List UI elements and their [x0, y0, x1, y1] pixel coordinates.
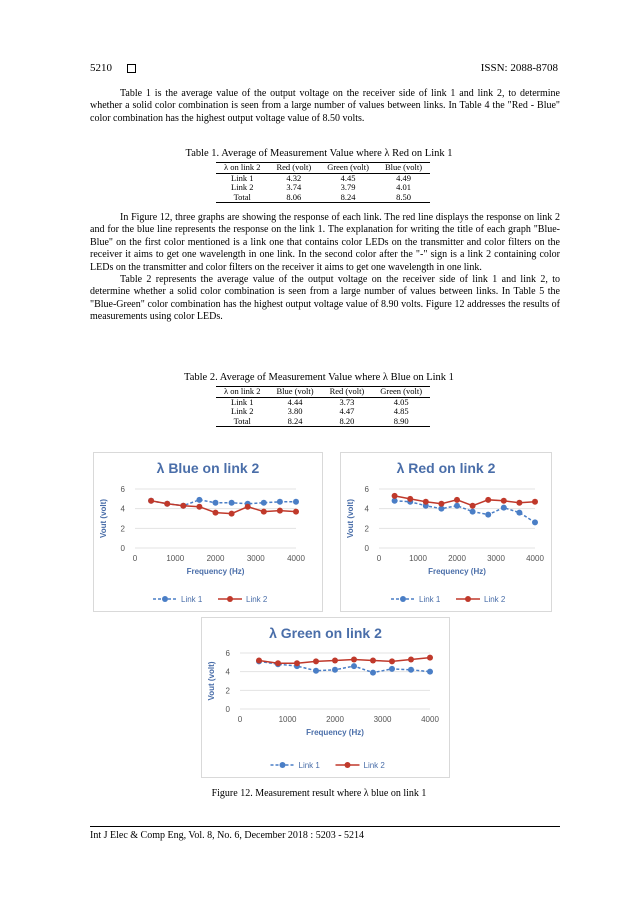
table-cell: Link 1 — [231, 172, 254, 183]
data-point — [389, 658, 395, 664]
y-axis-label: Vout (volt) — [346, 499, 355, 538]
paragraph-3-text: Table 2 represents the average value of the output voltage on the receiver side of link 1 and link 2, to determine whether a solid color combination is seen from a large number of values between links. In Table 5 the "Blue-Green" color combination has the highest output voltage value of 8.90 volts. Figure 12 addresses the results of measurements using color LEDs. — [90, 274, 560, 323]
table-cell: 8.50 — [377, 193, 430, 203]
x-tick-label: 1000 — [278, 715, 297, 724]
x-tick-label: 0 — [237, 715, 243, 724]
data-point — [501, 505, 507, 511]
table-header-cell: Blue (volt) — [268, 387, 321, 398]
series-line — [259, 658, 430, 664]
y-tick-label: 6 — [225, 649, 230, 658]
table-2-caption-text: Table 2. Average of Measurement Value where λ Blue on Link 1 — [184, 372, 454, 383]
y-tick-label: 2 — [364, 524, 369, 534]
data-point — [427, 669, 433, 675]
data-point — [277, 508, 283, 514]
paragraph-2 — [90, 212, 560, 324]
data-point — [408, 657, 414, 663]
footer-citation: Int J Elec & Comp Eng, Vol. 8, No. 6, December 2018 : 5203 - 5214 — [90, 830, 365, 841]
legend-label: Link 2 — [363, 761, 385, 770]
table-cell: 3.74 — [286, 182, 302, 192]
data-point — [408, 667, 414, 673]
page-number-text: 5210 — [90, 62, 112, 74]
table-cell: 4.32 — [286, 172, 302, 183]
data-point — [313, 668, 319, 674]
table-cell: Total — [216, 417, 268, 427]
x-tick-label: 3000 — [246, 554, 265, 563]
table-cell: 8.20 — [322, 417, 373, 427]
data-point — [501, 498, 507, 504]
data-point — [277, 499, 283, 505]
paragraph-1-text: Table 1 is the average value of the output voltage on the receiver side of link 1 and link 2, to determine whether a solid color combination is seen from a large number of values between links. In Table 4 the "Red - Blue" color combination has the highest output voltage value of 8.50 volts. — [90, 88, 560, 124]
table-cell: 4.44 — [287, 396, 303, 407]
chart-1-svg — [341, 453, 551, 611]
data-point — [532, 499, 538, 505]
data-point — [438, 501, 444, 507]
chart-green-on-link-2 — [201, 617, 450, 778]
data-point — [470, 503, 476, 509]
series-line — [151, 501, 296, 514]
y-axis-label: Vout (volt) — [99, 499, 108, 538]
legend-label: Link 1 — [181, 595, 203, 604]
legend-marker — [162, 596, 168, 602]
x-tick-label: 4000 — [526, 554, 544, 563]
figure-12-caption: Figure 12. Measurement result where λ blue on link 1 — [211, 788, 427, 799]
x-tick-label: 1000 — [409, 554, 427, 563]
data-point — [196, 497, 202, 503]
x-axis-label: Frequency (Hz) — [186, 567, 245, 576]
y-tick-label: 2 — [120, 524, 125, 534]
data-point — [294, 660, 300, 666]
x-tick-label: 1000 — [166, 554, 185, 563]
table-header-cell: Green (volt) — [319, 163, 377, 174]
data-point — [164, 501, 170, 507]
table-cell: 8.90 — [372, 417, 430, 427]
page-number — [90, 62, 136, 74]
data-point — [454, 497, 460, 503]
data-point — [423, 499, 429, 505]
data-point — [180, 503, 186, 509]
chart-blue-on-link-2 — [93, 452, 323, 612]
y-tick-label: 0 — [120, 544, 125, 553]
table-cell: 4.05 — [393, 396, 409, 407]
data-point — [392, 493, 398, 499]
legend-marker — [400, 596, 406, 602]
data-point — [485, 497, 491, 503]
table-cell: 4.85 — [393, 406, 409, 416]
table-header-cell: λ on link 2 — [216, 163, 268, 174]
chart-2-svg — [202, 618, 449, 777]
y-axis-label: Vout (volt) — [207, 661, 216, 701]
data-point — [229, 500, 235, 506]
legend-marker — [465, 596, 471, 602]
chart-title: λ Green on link 2 — [269, 625, 382, 641]
x-tick-label: 0 — [132, 554, 138, 563]
data-point — [370, 657, 376, 663]
data-point — [293, 499, 299, 505]
header-box-icon — [127, 64, 136, 73]
table-header-row — [216, 163, 430, 174]
data-point — [516, 500, 522, 506]
data-point — [261, 509, 267, 515]
x-tick-label: 0 — [376, 554, 382, 563]
data-point — [293, 509, 299, 515]
table-cell: Link 2 — [231, 182, 254, 192]
y-tick-label: 2 — [225, 686, 230, 696]
x-tick-label: 3000 — [373, 715, 392, 724]
table-2 — [216, 386, 430, 427]
data-point — [532, 519, 538, 525]
data-point — [332, 657, 338, 663]
y-tick-label: 0 — [225, 705, 230, 714]
legend-label: Link 1 — [298, 761, 320, 770]
table-header-cell: Green (volt) — [372, 387, 430, 398]
chart-0-svg — [94, 453, 322, 611]
y-tick-label: 6 — [120, 485, 125, 494]
x-tick-label: 4000 — [421, 715, 439, 724]
legend-label: Link 2 — [246, 595, 268, 604]
paragraph-2-text: In Figure 12, three graphs are showing the response of each link. The red line displays the response on link 2 and for the blue line represents the response on the link 1. The explanation for writing the title of each graph "Blue-Blue" on the first color mentioned is a link one that contains color LEDs on the transmitter and color filters on the receiver it aims to get one wavelength in one link. In the second color after the "-" sign is a link 2 containing color LEDs on the transmitter and color filters on the receiver it aims to get one wavelength in one link. — [90, 212, 560, 273]
data-point — [332, 667, 338, 673]
data-point — [470, 509, 476, 515]
legend-label: Link 1 — [419, 595, 441, 604]
y-tick-label: 4 — [364, 504, 369, 514]
table-cell: Link 2 — [231, 406, 254, 416]
legend-marker — [280, 762, 286, 768]
chart-title: λ Blue on link 2 — [156, 460, 260, 476]
table-header-cell: Red (volt) — [268, 163, 319, 174]
table-cell: Link 1 — [231, 396, 254, 407]
journal-issn: ISSN: 2088-8708 — [480, 62, 558, 74]
table-header-cell: λ on link 2 — [216, 387, 268, 398]
table-cell: 3.73 — [339, 396, 355, 407]
table-cell: Total — [216, 193, 268, 203]
data-point — [213, 510, 219, 516]
data-point — [454, 503, 460, 509]
x-tick-label: 4000 — [287, 554, 305, 563]
table-cell: 4.47 — [339, 406, 355, 416]
x-tick-label: 2000 — [448, 554, 466, 563]
data-point — [275, 660, 281, 666]
series-line — [395, 496, 535, 506]
table-cell: 8.06 — [268, 193, 319, 203]
data-point — [485, 512, 491, 518]
x-tick-label: 2000 — [206, 554, 225, 563]
table-header-cell: Red (volt) — [322, 387, 373, 398]
table-cell: 4.01 — [396, 182, 411, 192]
table-2-caption — [0, 372, 638, 383]
data-point — [229, 511, 235, 517]
table-1-caption-text: Table 1. Average of Measurement Value where λ Red on Link 1 — [185, 148, 453, 159]
y-tick-label: 4 — [120, 504, 125, 514]
data-point — [370, 670, 376, 676]
table-cell: 4.49 — [396, 172, 411, 183]
legend-marker — [227, 596, 233, 602]
data-point — [516, 510, 522, 516]
data-point — [407, 496, 413, 502]
table-header-cell: Blue (volt) — [377, 163, 430, 174]
data-point — [196, 504, 202, 510]
table-cell: 4.45 — [340, 172, 356, 183]
table-header-row — [216, 387, 430, 398]
data-point — [313, 658, 319, 664]
data-point — [351, 657, 357, 663]
y-tick-label: 6 — [364, 485, 369, 494]
series-line — [395, 501, 535, 523]
table-cell: 8.24 — [319, 193, 377, 203]
table-cell: 3.80 — [287, 406, 303, 416]
table-1-caption — [0, 148, 638, 159]
data-point — [427, 655, 433, 661]
data-point — [148, 498, 154, 504]
data-point — [213, 500, 219, 506]
paragraph-1 — [90, 88, 560, 125]
chart-red-on-link-2 — [340, 452, 552, 612]
chart-title: λ Red on link 2 — [396, 460, 496, 476]
legend-label: Link 2 — [484, 595, 506, 604]
data-point — [245, 504, 251, 510]
data-point — [389, 666, 395, 672]
y-tick-label: 0 — [364, 544, 369, 553]
x-axis-label: Frequency (Hz) — [306, 728, 364, 737]
x-axis-label: Frequency (Hz) — [428, 567, 486, 576]
legend-marker — [345, 762, 351, 768]
table-cell: 8.24 — [268, 417, 321, 427]
x-tick-label: 3000 — [487, 554, 505, 563]
table-cell: 3.79 — [340, 182, 356, 192]
y-tick-label: 4 — [225, 667, 230, 677]
data-point — [261, 500, 267, 506]
data-point — [256, 657, 262, 663]
table-row — [216, 417, 430, 427]
footer-rule — [90, 826, 560, 827]
data-point — [351, 663, 357, 669]
table-1 — [216, 162, 430, 203]
x-tick-label: 2000 — [326, 715, 344, 724]
table-row — [216, 193, 430, 203]
